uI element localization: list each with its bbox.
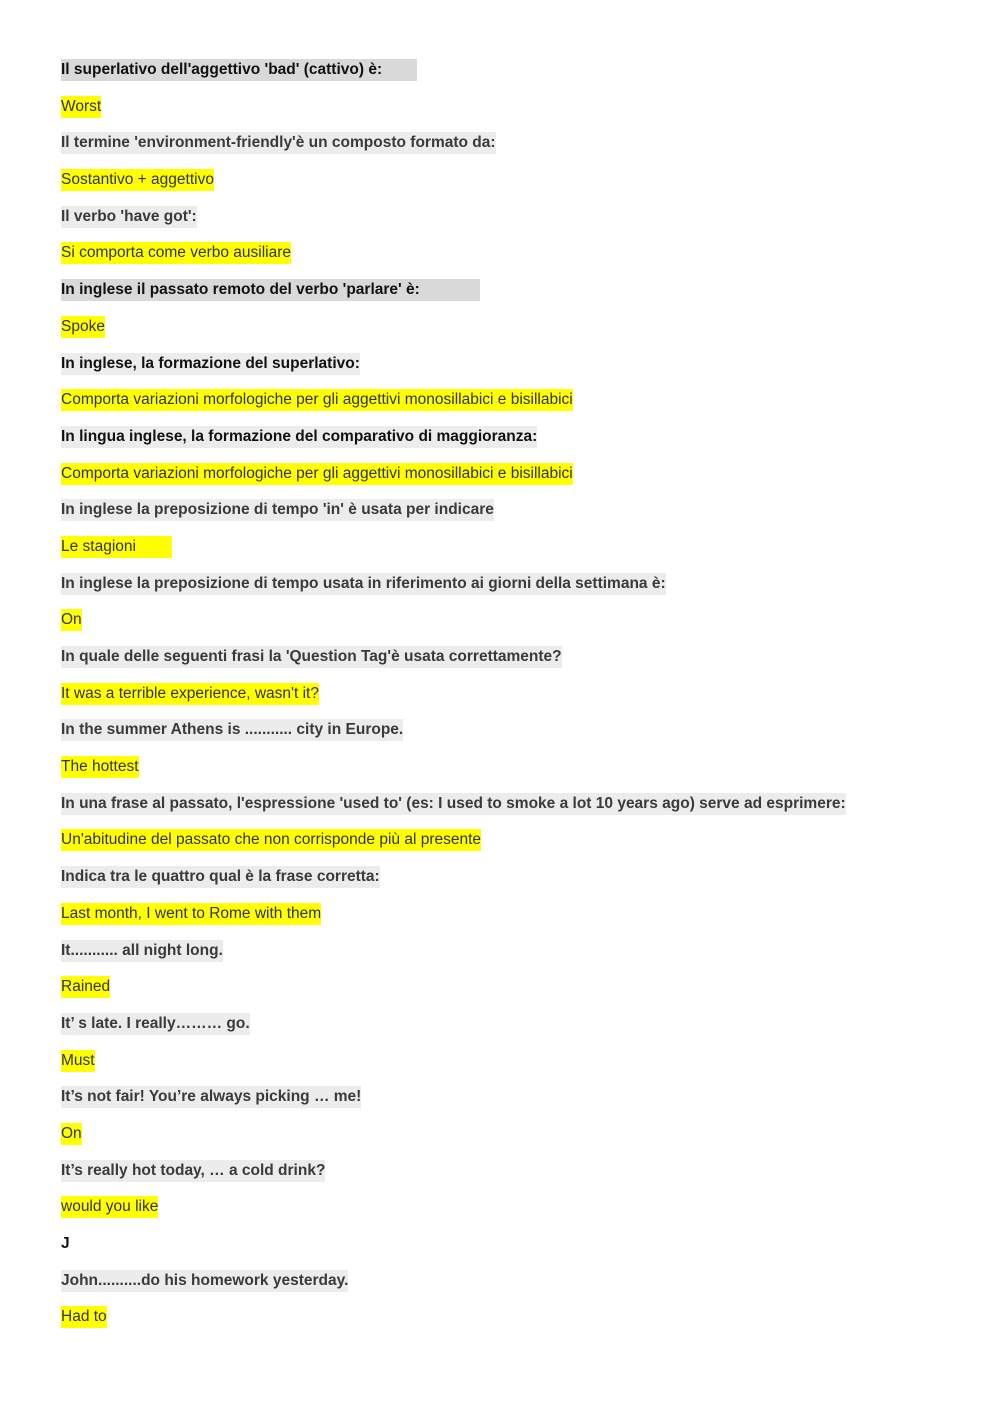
question-line <box>61 719 961 756</box>
section-letter <box>61 1233 961 1270</box>
answer-line <box>61 1196 961 1233</box>
question-line <box>61 940 961 977</box>
question-line <box>61 793 961 830</box>
question-line <box>61 206 961 243</box>
question-line-text: In inglese la preposizione di tempo 'in' è usata per indicare <box>61 499 494 521</box>
question-line-text: Il verbo 'have got': <box>61 206 197 228</box>
document-page <box>61 59 961 1343</box>
question-line <box>61 132 961 169</box>
answer-line-text: Un'abitudine del passato che non corrisponde più al presente <box>61 829 481 851</box>
answer-line-text: Rained <box>61 976 110 998</box>
answer-line <box>61 316 961 353</box>
question-line-text: In quale delle seguenti frasi la 'Question Tag'è usata correttamente? <box>61 646 562 668</box>
answer-line <box>61 1306 961 1343</box>
answer-line-text: would you like <box>61 1196 158 1218</box>
question-line <box>61 279 961 316</box>
answer-line <box>61 903 961 940</box>
answer-line <box>61 463 961 500</box>
question-line-text: Il termine 'environment-friendly'è un composto formato da: <box>61 132 496 154</box>
answer-line-text: Spoke <box>61 316 105 338</box>
answer-line-text: On <box>61 609 82 631</box>
question-line <box>61 646 961 683</box>
question-line <box>61 59 961 96</box>
answer-line-text: On <box>61 1123 82 1145</box>
question-line-text: In inglese, la formazione del superlativo: <box>61 353 360 375</box>
question-line-text: Il superlativo dell'aggettivo 'bad' (cattivo) è: <box>61 59 417 81</box>
question-line-text: It........... all night long. <box>61 940 223 962</box>
question-line-text: In inglese il passato remoto del verbo 'parlare' è: <box>61 279 480 301</box>
question-line <box>61 573 961 610</box>
question-line-text: It’ s late. I really……… go. <box>61 1013 250 1035</box>
answer-line <box>61 242 961 279</box>
answer-line-text: Si comporta come verbo ausiliare <box>61 242 291 264</box>
question-line <box>61 426 961 463</box>
answer-line-text: Comporta variazioni morfologiche per gli aggettivi monosillabici e bisillabici <box>61 463 573 485</box>
answer-line-text: Sostantivo + aggettivo <box>61 169 214 191</box>
question-line <box>61 499 961 536</box>
answer-line-text: Last month, I went to Rome with them <box>61 903 321 925</box>
section-letter-text: J <box>61 1235 70 1252</box>
answer-line <box>61 1123 961 1160</box>
question-line <box>61 1086 961 1123</box>
question-line <box>61 866 961 903</box>
answer-line-text: Worst <box>61 96 101 118</box>
question-line <box>61 1013 961 1050</box>
answer-line-text: The hottest <box>61 756 139 778</box>
question-line-text: In inglese la preposizione di tempo usata in riferimento ai giorni della settimana è: <box>61 573 666 595</box>
answer-line <box>61 829 961 866</box>
answer-line <box>61 609 961 646</box>
question-line-text: John..........do his homework yesterday. <box>61 1270 348 1292</box>
answer-line <box>61 96 961 133</box>
question-line-text: In the summer Athens is ........... city in Europe. <box>61 719 403 741</box>
answer-line-text: Comporta variazioni morfologiche per gli aggettivi monosillabici e bisillabici <box>61 389 573 411</box>
answer-line-text: It was a terrible experience, wasn't it? <box>61 683 319 705</box>
answer-line-text: Must <box>61 1050 95 1072</box>
question-line <box>61 1160 961 1197</box>
answer-line <box>61 683 961 720</box>
answer-line <box>61 976 961 1013</box>
answer-line-text: Had to <box>61 1306 107 1328</box>
answer-line <box>61 1050 961 1087</box>
question-line-text: It’s not fair! You’re always picking … me! <box>61 1086 361 1108</box>
answer-line <box>61 536 961 573</box>
question-line <box>61 1270 961 1307</box>
question-line <box>61 353 961 390</box>
answer-line-text: Le stagioni <box>61 536 172 558</box>
answer-line <box>61 389 961 426</box>
question-line-text: In lingua inglese, la formazione del comparativo di maggioranza: <box>61 426 537 448</box>
question-line-text: Indica tra le quattro qual è la frase corretta: <box>61 866 380 888</box>
question-line-text: In una frase al passato, l'espressione 'used to' (es: I used to smoke a lot 10 years ago) serve ad esprimere: <box>61 793 846 815</box>
answer-line <box>61 169 961 206</box>
answer-line <box>61 756 961 793</box>
question-line-text: It’s really hot today, … a cold drink? <box>61 1160 325 1182</box>
